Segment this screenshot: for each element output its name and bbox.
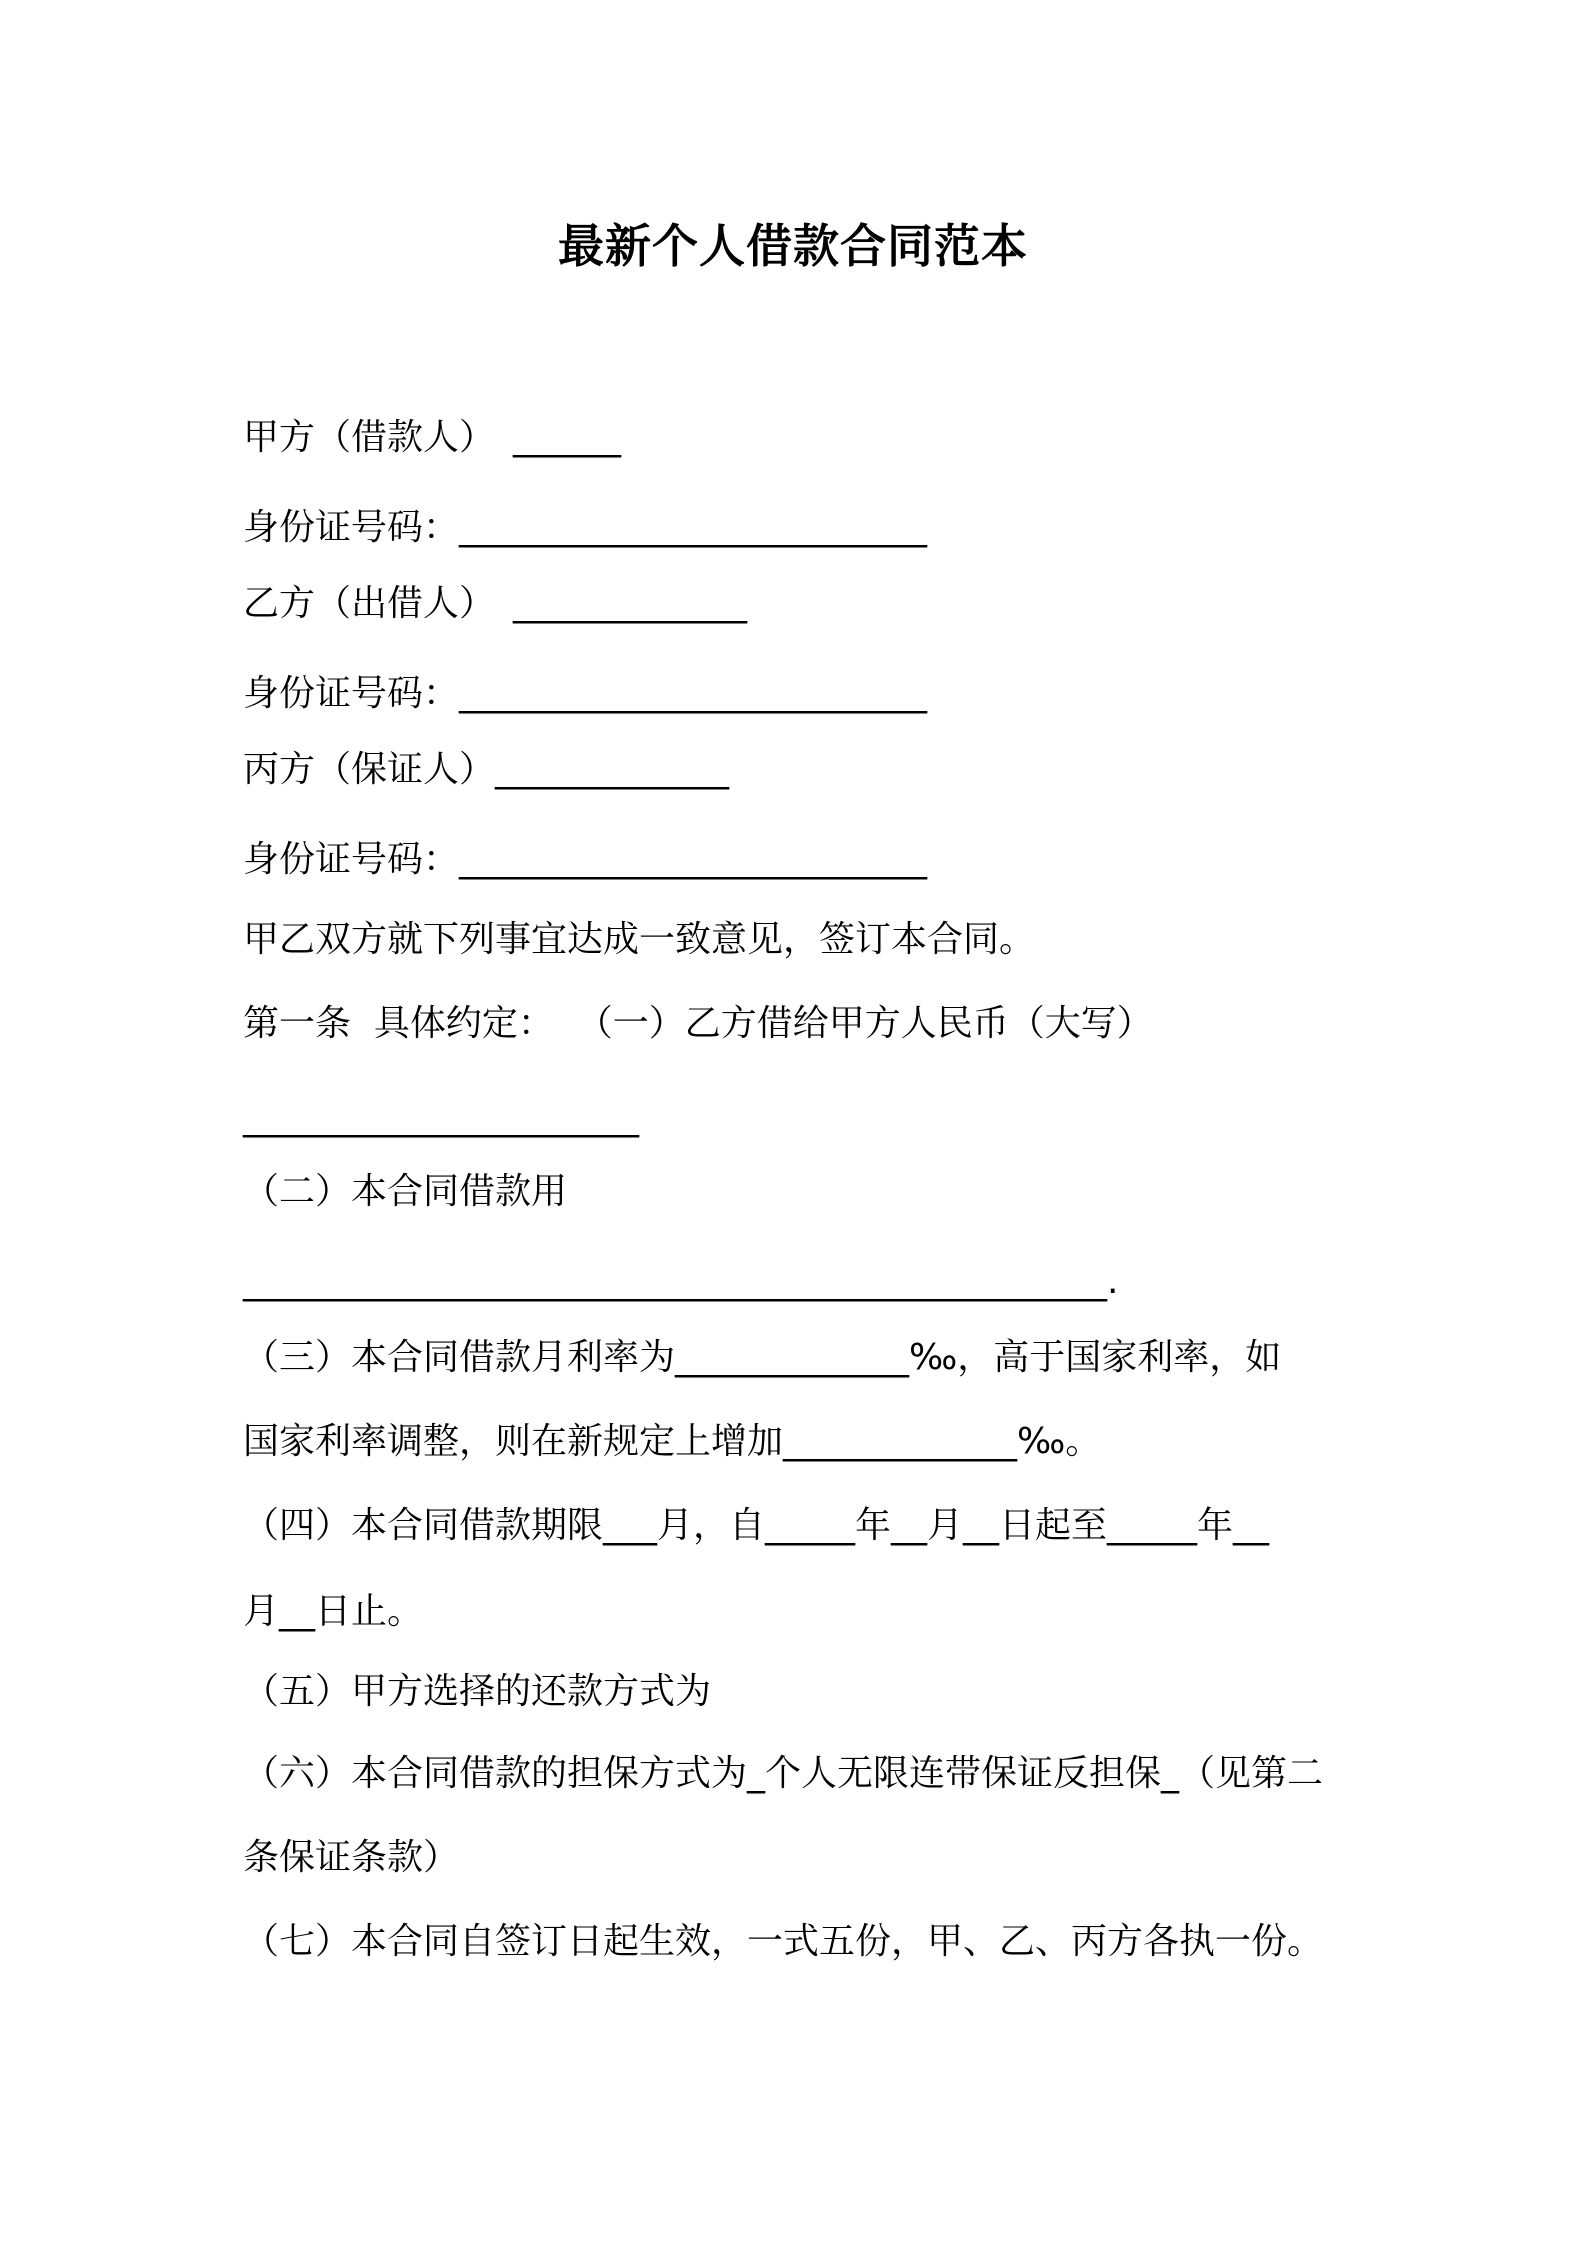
guarantor-id-line: 身份证号码：__________________________	[243, 839, 928, 880]
amount-blank-line: ______________________	[243, 1097, 639, 1138]
guarantee-line-2: 条保证条款）	[243, 1837, 460, 1878]
interest-line-1: （三）本合同借款月利率为_____________‰，高于国家利率，如	[243, 1337, 1282, 1378]
page-title: 最新个人借款合同范本	[558, 219, 1028, 273]
borrower-line: 甲方（借款人） ______	[243, 417, 622, 458]
lender-id-line: 身份证号码：__________________________	[243, 673, 928, 714]
term-line-1: （四）本合同借款期限___月，自_____年__月__日起至_____年__	[243, 1505, 1270, 1546]
term-line-2: 月__日止。	[243, 1591, 424, 1632]
agreement-intro-line: 甲乙双方就下列事宜达成一致意见，签订本合同。	[243, 919, 1036, 960]
lender-line: 乙方（出借人） _____________	[243, 583, 748, 624]
effectiveness-line: （七）本合同自签订日起生效，一式五份，甲、乙、丙方各执一份。	[243, 1921, 1324, 1962]
borrower-id-line: 身份证号码：__________________________	[243, 507, 928, 548]
purpose-blank-line: ________________________________________________.	[243, 1261, 1119, 1302]
guarantor-line: 丙方（保证人）_____________	[243, 749, 730, 790]
interest-line-2: 国家利率调整，则在新规定上增加_____________‰。	[243, 1421, 1102, 1462]
repayment-line: （五）甲方选择的还款方式为	[243, 1671, 712, 1712]
article-one-line: 第一条 具体约定： （一）乙方借给甲方人民币（大写）	[243, 1003, 1153, 1044]
purpose-line: （二）本合同借款用	[243, 1171, 568, 1212]
guarantee-line-1: （六）本合同借款的担保方式为_个人无限连带保证反担保_（见第二	[243, 1753, 1324, 1794]
